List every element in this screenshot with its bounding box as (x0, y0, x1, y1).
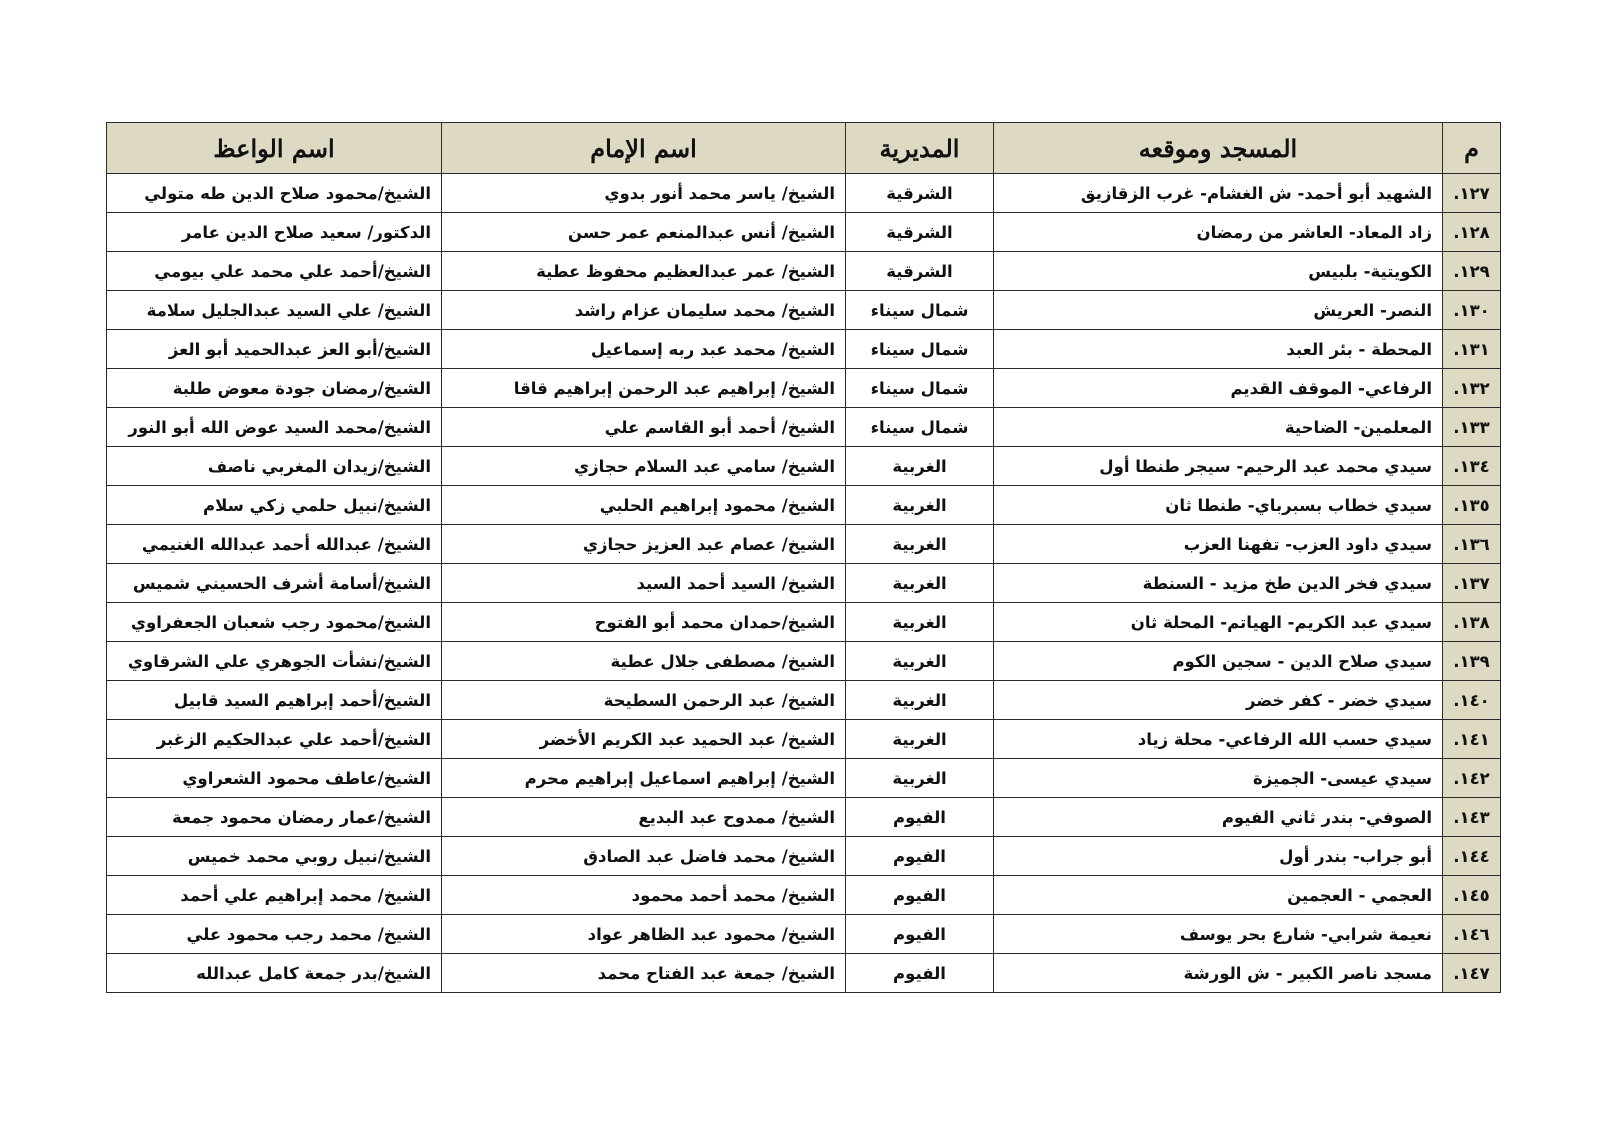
imam-name: الشيخ/ عبد الرحمن السطيحة (442, 681, 846, 720)
imam-name: الشيخ/ محمد سليمان عزام راشد (442, 291, 846, 330)
table-body (107, 174, 1501, 993)
table-row (107, 330, 1501, 369)
imam-name: الشيخ/ محمد أحمد محمود (442, 876, 846, 915)
table-row (107, 291, 1501, 330)
directorate-cell: الغربية (846, 720, 994, 759)
imam-name: الشيخ/ أنس عبدالمنعم عمر حسن (442, 213, 846, 252)
preacher-name: الشيخ/ محمد إبراهيم علي أحمد (107, 876, 442, 915)
mosque-name-location: أبو جراب- بندر أول (994, 837, 1443, 876)
preacher-name: الشيخ/زيدان المغربي ناصف (107, 447, 442, 486)
table-row (107, 720, 1501, 759)
row-number: ١٤٤. (1443, 837, 1501, 876)
mosque-name-location: سيدي فخر الدين طخ مزيد - السنطة (994, 564, 1443, 603)
directorate-cell: الغربية (846, 642, 994, 681)
table-header (107, 123, 1501, 174)
row-number: ١٣٩. (1443, 642, 1501, 681)
imam-name: الشيخ/ مصطفى جلال عطية (442, 642, 846, 681)
imam-name: الشيخ/ عبد الحميد عبد الكريم الأخضر (442, 720, 846, 759)
row-number: ١٢٨. (1443, 213, 1501, 252)
mosque-name-location: العجمي - العجمين (994, 876, 1443, 915)
row-number: ١٣٠. (1443, 291, 1501, 330)
mosque-name-location: سيدي صلاح الدين - سجين الكوم (994, 642, 1443, 681)
directorate-cell: الفيوم (846, 915, 994, 954)
preacher-name: الشيخ/محمود رجب شعبان الجعفراوي (107, 603, 442, 642)
imam-name: الشيخ/ عمر عبدالعظيم محفوظ عطية (442, 252, 846, 291)
directorate-cell: شمال سيناء (846, 369, 994, 408)
directorate-cell: الغربية (846, 759, 994, 798)
directorate-cell: الفيوم (846, 837, 994, 876)
table-row (107, 837, 1501, 876)
table-row (107, 408, 1501, 447)
imam-name: الشيخ/ ياسر محمد أنور بدوي (442, 174, 846, 213)
preacher-name: الشيخ/نبيل حلمي زكي سلام (107, 486, 442, 525)
table-row (107, 564, 1501, 603)
row-number: ١٣٨. (1443, 603, 1501, 642)
preacher-name: الشيخ/ عبدالله أحمد عبدالله الغنيمي (107, 525, 442, 564)
table-row (107, 486, 1501, 525)
directorate-cell: الشرقية (846, 174, 994, 213)
directorate-cell: شمال سيناء (846, 408, 994, 447)
mosque-name-location: نعيمة شرابي- شارع بحر يوسف (994, 915, 1443, 954)
directorate-cell: شمال سيناء (846, 291, 994, 330)
preacher-name: الشيخ/نبيل روبي محمد خميس (107, 837, 442, 876)
header-preacher: اسم الواعظ (107, 123, 442, 174)
directorate-cell: الغربية (846, 525, 994, 564)
imam-name: الشيخ/ إبراهيم عبد الرحمن إبراهيم قاقا (442, 369, 846, 408)
mosque-name-location: الصوفي- بندر ثاني الفيوم (994, 798, 1443, 837)
preacher-name: الشيخ/نشأت الجوهري علي الشرقاوي (107, 642, 442, 681)
mosque-name-location: الشهيد أبو أحمد- ش الغشام- غرب الزقازيق (994, 174, 1443, 213)
table-row (107, 798, 1501, 837)
table-row (107, 369, 1501, 408)
header-number: م (1443, 123, 1501, 174)
row-number: ١٣٢. (1443, 369, 1501, 408)
preacher-name: الشيخ/عاطف محمود الشعراوي (107, 759, 442, 798)
row-number: ١٣٣. (1443, 408, 1501, 447)
imam-name: الشيخ/ سامي عبد السلام حجازي (442, 447, 846, 486)
imam-name: الشيخ/ ممدوح عبد البديع (442, 798, 846, 837)
directorate-cell: الغربية (846, 564, 994, 603)
table-row (107, 954, 1501, 993)
preacher-name: الشيخ/عمار رمضان محمود جمعة (107, 798, 442, 837)
row-number: ١٣١. (1443, 330, 1501, 369)
directorate-cell: الغربية (846, 603, 994, 642)
imam-name: الشيخ/ محمد عبد ربه إسماعيل (442, 330, 846, 369)
directorate-cell: الشرقية (846, 252, 994, 291)
mosque-name-location: سيدي عيسى- الجميزة (994, 759, 1443, 798)
directorate-cell: الشرقية (846, 213, 994, 252)
imam-name: الشيخ/حمدان محمد أبو الفتوح (442, 603, 846, 642)
mosque-name-location: زاد المعاد- العاشر من رمضان (994, 213, 1443, 252)
mosque-name-location: النصر- العريش (994, 291, 1443, 330)
row-number: ١٤١. (1443, 720, 1501, 759)
header-mosque: المسجد وموقعه (994, 123, 1443, 174)
imam-name: الشيخ/ عصام عبد العزيز حجازي (442, 525, 846, 564)
preacher-name: الشيخ/أحمد علي محمد علي بيومي (107, 252, 442, 291)
row-number: ١٣٦. (1443, 525, 1501, 564)
row-number: ١٤٠. (1443, 681, 1501, 720)
mosque-name-location: سيدي داود العزب- تفهنا العزب (994, 525, 1443, 564)
preacher-name: الشيخ/رمضان جودة معوض طلبة (107, 369, 442, 408)
row-number: ١٣٥. (1443, 486, 1501, 525)
mosque-name-location: سيدي حسب الله الرفاعي- محلة زياد (994, 720, 1443, 759)
preacher-name: الشيخ/ علي السيد عبدالجليل سلامة (107, 291, 442, 330)
imam-name: الشيخ/ محمد فاضل عبد الصادق (442, 837, 846, 876)
header-imam: اسم الإمام (442, 123, 846, 174)
mosque-name-location: سيدي خضر - كفر خضر (994, 681, 1443, 720)
directorate-cell: الفيوم (846, 954, 994, 993)
imam-name: الشيخ/ محمود إبراهيم الحلبي (442, 486, 846, 525)
mosque-name-location: الرفاعي- الموقف القديم (994, 369, 1443, 408)
mosque-name-location: سيدي خطاب بسبرباي- طنطا ثان (994, 486, 1443, 525)
directorate-cell: الفيوم (846, 798, 994, 837)
mosque-name-location: سيدي عبد الكريم- الهياتم- المحلة ثان (994, 603, 1443, 642)
table-row (107, 213, 1501, 252)
directorate-cell: الغربية (846, 486, 994, 525)
directorate-cell: شمال سيناء (846, 330, 994, 369)
directorate-cell: الغربية (846, 681, 994, 720)
table-row (107, 642, 1501, 681)
preacher-name: الشيخ/ محمد رجب محمود علي (107, 915, 442, 954)
table-row (107, 759, 1501, 798)
mosque-name-location: المحطة - بئر العبد (994, 330, 1443, 369)
row-number: ١٤٧. (1443, 954, 1501, 993)
mosque-name-location: الكويتية- بلبيس (994, 252, 1443, 291)
preacher-name: الشيخ/محمود صلاح الدين طه متولي (107, 174, 442, 213)
table-row (107, 525, 1501, 564)
header-row (107, 123, 1501, 174)
imam-name: الشيخ/ جمعة عبد الفتاح محمد (442, 954, 846, 993)
table-row (107, 447, 1501, 486)
directorate-cell: الغربية (846, 447, 994, 486)
preacher-name: الدكتور/ سعيد صلاح الدين عامر (107, 213, 442, 252)
preacher-name: الشيخ/أبو العز عبدالحميد أبو العز (107, 330, 442, 369)
imam-name: الشيخ/ إبراهيم اسماعيل إبراهيم محرم (442, 759, 846, 798)
imam-name: الشيخ/ محمود عبد الظاهر عواد (442, 915, 846, 954)
mosque-name-location: مسجد ناصر الكبير - ش الورشة (994, 954, 1443, 993)
row-number: ١٤٢. (1443, 759, 1501, 798)
table-row (107, 915, 1501, 954)
preacher-name: الشيخ/أحمد علي عبدالحكيم الزغبر (107, 720, 442, 759)
table-row (107, 603, 1501, 642)
preacher-name: الشيخ/محمد السيد عوض الله أبو النور (107, 408, 442, 447)
directorate-cell: الفيوم (846, 876, 994, 915)
row-number: ١٢٩. (1443, 252, 1501, 291)
row-number: ١٣٧. (1443, 564, 1501, 603)
mosque-name-location: المعلمين- الضاحية (994, 408, 1443, 447)
mosque-name-location: سيدي محمد عبد الرحيم- سيجر طنطا أول (994, 447, 1443, 486)
table-row (107, 252, 1501, 291)
row-number: ١٤٣. (1443, 798, 1501, 837)
table-row (107, 174, 1501, 213)
preacher-name: الشيخ/أسامة أشرف الحسيني شميس (107, 564, 442, 603)
preacher-name: الشيخ/بدر جمعة كامل عبدالله (107, 954, 442, 993)
row-number: ١٣٤. (1443, 447, 1501, 486)
row-number: ١٤٦. (1443, 915, 1501, 954)
header-directorate: المديرية (846, 123, 994, 174)
imam-name: الشيخ/ السيد أحمد السيد (442, 564, 846, 603)
row-number: ١٤٥. (1443, 876, 1501, 915)
mosque-roster-table (106, 122, 1501, 993)
row-number: ١٢٧. (1443, 174, 1501, 213)
imam-name: الشيخ/ أحمد أبو القاسم علي (442, 408, 846, 447)
table-row (107, 876, 1501, 915)
table-row (107, 681, 1501, 720)
preacher-name: الشيخ/أحمد إبراهيم السيد قابيل (107, 681, 442, 720)
